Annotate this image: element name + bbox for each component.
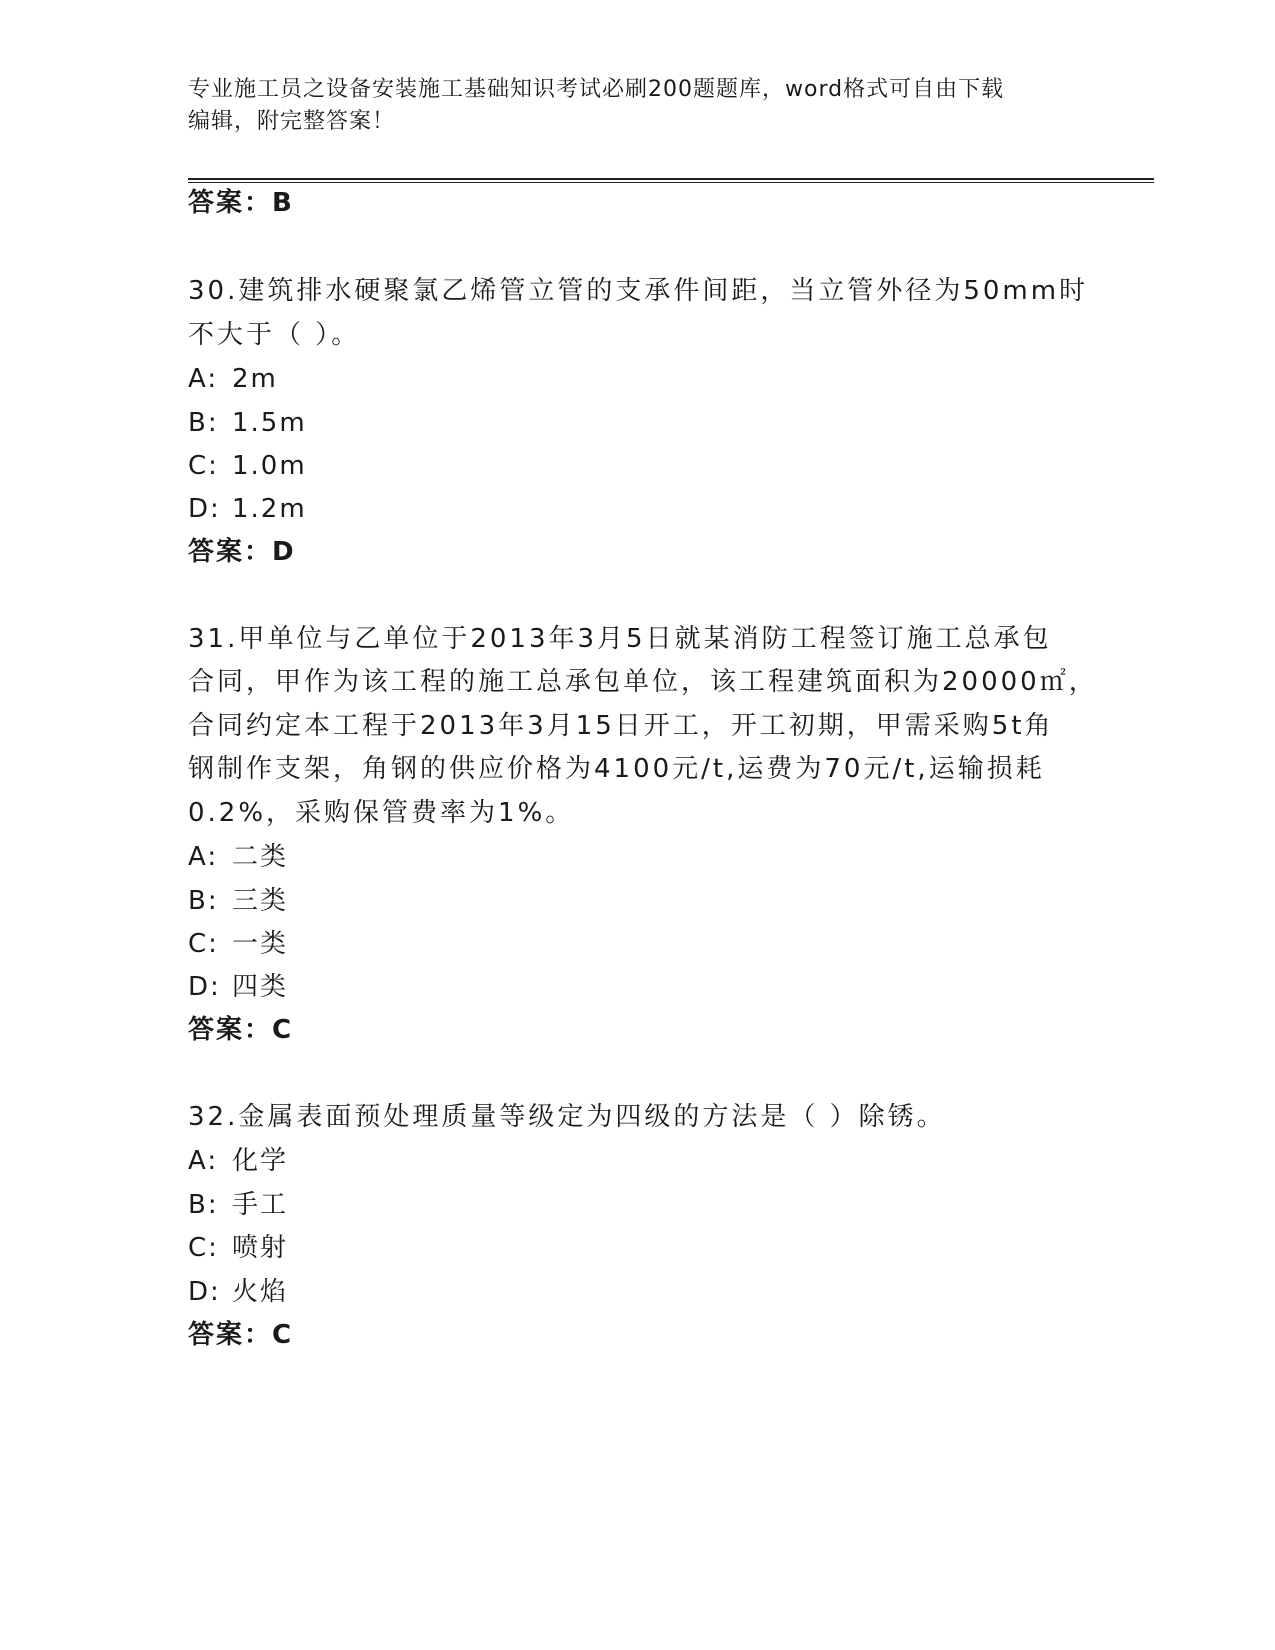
header-divider-thin	[188, 182, 1154, 183]
header-line-2: 编辑，附完整答案！	[188, 109, 396, 134]
question-31-line-2: 合同，甲作为该工程的施工总承包单位，该工程建筑面积为20000㎡，	[188, 667, 1098, 697]
question-32-option-d: D: 火焰	[188, 1277, 289, 1307]
answer-q29: 答案：B	[188, 188, 294, 218]
answer-q32: 答案：C	[188, 1320, 294, 1350]
question-30-line-2: 不大于（ ）。	[188, 320, 361, 350]
answer-q30: 答案：D	[188, 537, 296, 567]
question-30-line-1: 30.建筑排水硬聚氯乙烯管立管的支承件间距，当立管外径为50mm时	[188, 276, 1089, 306]
question-31-option-c: C: 一类	[188, 929, 289, 959]
document-header	[188, 74, 1088, 138]
question-31-line-4: 钢制作支架，角钢的供应价格为4100元/t,运费为70元/t,运输损耗	[188, 754, 1045, 784]
question-32-option-c: C: 喷射	[188, 1233, 289, 1263]
question-32-option-b: B: 手工	[188, 1190, 289, 1220]
question-31-option-d: D: 四类	[188, 972, 289, 1002]
question-30-option-c: C: 1.0m	[188, 451, 307, 481]
answer-q31: 答案：C	[188, 1015, 294, 1045]
question-31-option-b: B: 三类	[188, 886, 289, 916]
question-31-line-1: 31.甲单位与乙单位于2013年3月5日就某消防工程签订施工总承包	[188, 624, 1052, 654]
header-line-1: 专业施工员之设备安装施工基础知识考试必刷200题题库，word格式可自由下载	[188, 77, 1005, 102]
question-32-line-1: 32.金属表面预处理质量等级定为四级的方法是（ ）除锈。	[188, 1102, 946, 1132]
header-divider	[188, 178, 1154, 180]
question-31-line-5: 0.2%，采购保管费率为1%。	[188, 798, 575, 828]
question-30-option-a: A: 2m	[188, 364, 278, 394]
question-31-option-a: A: 二类	[188, 842, 289, 872]
question-30-option-b: B: 1.5m	[188, 408, 307, 438]
question-30-option-d: D: 1.2m	[188, 494, 307, 524]
question-32-option-a: A: 化学	[188, 1146, 289, 1176]
question-31-line-3: 合同约定本工程于2013年3月15日开工，开工初期，甲需采购5t角	[188, 711, 1054, 741]
